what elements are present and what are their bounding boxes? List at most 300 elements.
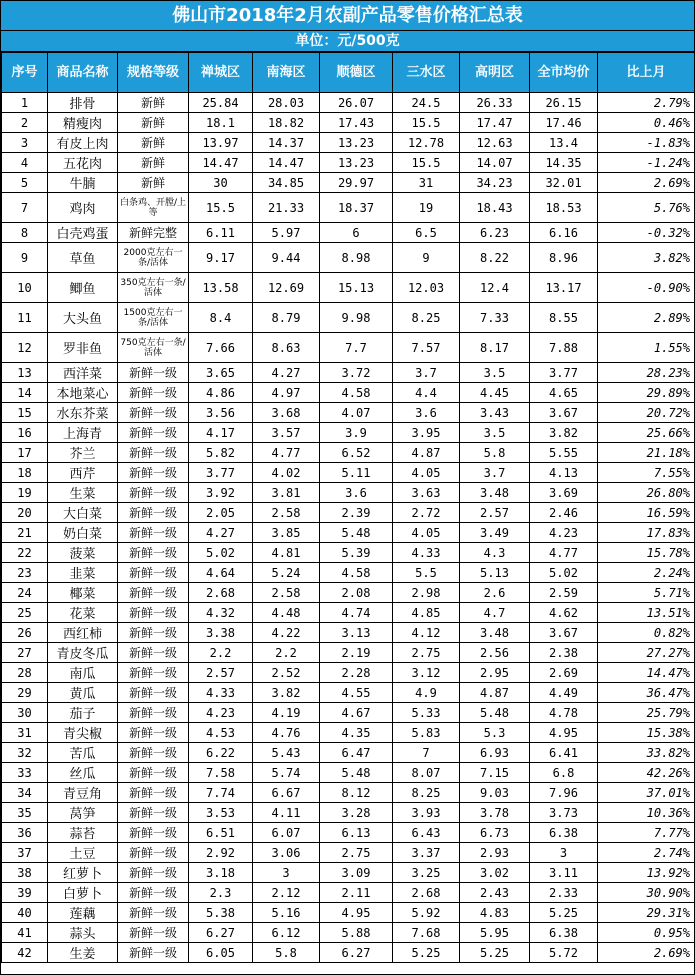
cell-spec: 新鲜一级 bbox=[118, 683, 189, 703]
cell-nanhai: 4.02 bbox=[253, 463, 320, 483]
cell-nanhai: 2.2 bbox=[253, 643, 320, 663]
cell-change: 16.59% bbox=[598, 503, 695, 523]
table-row bbox=[2, 93, 695, 113]
table-row bbox=[2, 683, 695, 703]
table-row bbox=[2, 743, 695, 763]
cell-change: 7.77% bbox=[598, 823, 695, 843]
cell-no: 9 bbox=[2, 243, 48, 273]
table-row bbox=[2, 543, 695, 563]
cell-change: 7.55% bbox=[598, 463, 695, 483]
cell-shunde: 5.48 bbox=[320, 523, 393, 543]
cell-change: 28.23% bbox=[598, 363, 695, 383]
cell-avg: 3.82 bbox=[530, 423, 598, 443]
cell-shunde: 3.13 bbox=[320, 623, 393, 643]
cell-avg: 7.88 bbox=[530, 333, 598, 363]
cell-no: 18 bbox=[2, 463, 48, 483]
table-row bbox=[2, 723, 695, 743]
cell-chancheng: 7.74 bbox=[189, 783, 253, 803]
cell-spec: 新鲜 bbox=[118, 133, 189, 153]
cell-name: 有皮上肉 bbox=[48, 133, 118, 153]
cell-avg: 8.55 bbox=[530, 303, 598, 333]
cell-sanshui: 5.83 bbox=[393, 723, 460, 743]
cell-sanshui: 8.25 bbox=[393, 303, 460, 333]
cell-gaoming: 26.33 bbox=[460, 93, 530, 113]
cell-change: 2.89% bbox=[598, 303, 695, 333]
table-body bbox=[2, 93, 695, 963]
cell-sanshui: 4.85 bbox=[393, 603, 460, 623]
cell-sanshui: 3.95 bbox=[393, 423, 460, 443]
cell-sanshui: 3.25 bbox=[393, 863, 460, 883]
cell-spec: 新鲜一级 bbox=[118, 523, 189, 543]
cell-no: 23 bbox=[2, 563, 48, 583]
cell-name: 牛腩 bbox=[48, 173, 118, 193]
cell-change: 25.66% bbox=[598, 423, 695, 443]
cell-nanhai: 3.57 bbox=[253, 423, 320, 443]
cell-avg: 5.55 bbox=[530, 443, 598, 463]
cell-name: 南瓜 bbox=[48, 663, 118, 683]
cell-change: 10.36% bbox=[598, 803, 695, 823]
cell-nanhai: 18.82 bbox=[253, 113, 320, 133]
cell-gaoming: 9.03 bbox=[460, 783, 530, 803]
cell-name: 韭菜 bbox=[48, 563, 118, 583]
cell-gaoming: 2.43 bbox=[460, 883, 530, 903]
table-row bbox=[2, 303, 695, 333]
cell-spec: 350克左右一条/活体 bbox=[118, 273, 189, 303]
cell-spec: 新鲜一级 bbox=[118, 363, 189, 383]
cell-name: 西洋菜 bbox=[48, 363, 118, 383]
cell-change: 15.78% bbox=[598, 543, 695, 563]
cell-spec: 新鲜一级 bbox=[118, 783, 189, 803]
cell-shunde: 6 bbox=[320, 223, 393, 243]
cell-no: 37 bbox=[2, 843, 48, 863]
cell-nanhai: 4.48 bbox=[253, 603, 320, 623]
cell-shunde: 4.07 bbox=[320, 403, 393, 423]
cell-no: 7 bbox=[2, 193, 48, 223]
cell-nanhai: 2.12 bbox=[253, 883, 320, 903]
cell-shunde: 5.88 bbox=[320, 923, 393, 943]
cell-chancheng: 4.33 bbox=[189, 683, 253, 703]
cell-name: 莴笋 bbox=[48, 803, 118, 823]
cell-nanhai: 4.76 bbox=[253, 723, 320, 743]
cell-sanshui: 8.07 bbox=[393, 763, 460, 783]
cell-spec: 新鲜 bbox=[118, 173, 189, 193]
cell-spec: 新鲜一级 bbox=[118, 943, 189, 963]
cell-gaoming: 5.25 bbox=[460, 943, 530, 963]
cell-no: 33 bbox=[2, 763, 48, 783]
cell-name: 白萝卜 bbox=[48, 883, 118, 903]
cell-chancheng: 18.1 bbox=[189, 113, 253, 133]
cell-avg: 6.38 bbox=[530, 823, 598, 843]
cell-nanhai: 4.27 bbox=[253, 363, 320, 383]
cell-name: 茄子 bbox=[48, 703, 118, 723]
cell-gaoming: 7.33 bbox=[460, 303, 530, 333]
cell-chancheng: 30 bbox=[189, 173, 253, 193]
cell-gaoming: 4.87 bbox=[460, 683, 530, 703]
cell-spec: 新鲜一级 bbox=[118, 663, 189, 683]
cell-no: 13 bbox=[2, 363, 48, 383]
cell-name: 椰菜 bbox=[48, 583, 118, 603]
cell-change: 0.46% bbox=[598, 113, 695, 133]
cell-gaoming: 5.48 bbox=[460, 703, 530, 723]
cell-avg: 6.38 bbox=[530, 923, 598, 943]
cell-no: 19 bbox=[2, 483, 48, 503]
cell-avg: 2.59 bbox=[530, 583, 598, 603]
cell-sanshui: 7 bbox=[393, 743, 460, 763]
cell-change: -0.32% bbox=[598, 223, 695, 243]
cell-no: 14 bbox=[2, 383, 48, 403]
header-avg: 全市均价 bbox=[530, 53, 598, 93]
cell-sanshui: 4.05 bbox=[393, 523, 460, 543]
cell-no: 5 bbox=[2, 173, 48, 193]
cell-sanshui: 3.7 bbox=[393, 363, 460, 383]
cell-shunde: 15.13 bbox=[320, 273, 393, 303]
table-row bbox=[2, 763, 695, 783]
cell-nanhai: 2.58 bbox=[253, 503, 320, 523]
cell-chancheng: 4.32 bbox=[189, 603, 253, 623]
cell-sanshui: 2.68 bbox=[393, 883, 460, 903]
cell-gaoming: 4.7 bbox=[460, 603, 530, 623]
cell-nanhai: 5.74 bbox=[253, 763, 320, 783]
cell-avg: 17.46 bbox=[530, 113, 598, 133]
cell-shunde: 3.9 bbox=[320, 423, 393, 443]
cell-name: 西芹 bbox=[48, 463, 118, 483]
cell-sanshui: 4.12 bbox=[393, 623, 460, 643]
cell-no: 16 bbox=[2, 423, 48, 443]
cell-gaoming: 4.83 bbox=[460, 903, 530, 923]
cell-chancheng: 4.64 bbox=[189, 563, 253, 583]
table-row bbox=[2, 383, 695, 403]
cell-avg: 3.69 bbox=[530, 483, 598, 503]
cell-change: 2.74% bbox=[598, 843, 695, 863]
cell-shunde: 6.27 bbox=[320, 943, 393, 963]
header-change: 比上月 bbox=[598, 53, 695, 93]
cell-chancheng: 15.5 bbox=[189, 193, 253, 223]
cell-shunde: 2.75 bbox=[320, 843, 393, 863]
cell-nanhai: 34.85 bbox=[253, 173, 320, 193]
cell-chancheng: 4.53 bbox=[189, 723, 253, 743]
cell-sanshui: 3.6 bbox=[393, 403, 460, 423]
cell-name: 排骨 bbox=[48, 93, 118, 113]
cell-chancheng: 4.23 bbox=[189, 703, 253, 723]
cell-change: 1.55% bbox=[598, 333, 695, 363]
cell-name: 本地菜心 bbox=[48, 383, 118, 403]
cell-nanhai: 14.37 bbox=[253, 133, 320, 153]
cell-nanhai: 3.82 bbox=[253, 683, 320, 703]
cell-sanshui: 4.4 bbox=[393, 383, 460, 403]
cell-shunde: 2.39 bbox=[320, 503, 393, 523]
cell-name: 菠菜 bbox=[48, 543, 118, 563]
cell-sanshui: 5.92 bbox=[393, 903, 460, 923]
table-row bbox=[2, 803, 695, 823]
cell-shunde: 18.37 bbox=[320, 193, 393, 223]
cell-spec: 新鲜一级 bbox=[118, 883, 189, 903]
cell-spec: 新鲜一级 bbox=[118, 823, 189, 843]
cell-name: 五花肉 bbox=[48, 153, 118, 173]
table-row bbox=[2, 113, 695, 133]
cell-avg: 4.78 bbox=[530, 703, 598, 723]
cell-chancheng: 3.77 bbox=[189, 463, 253, 483]
cell-change: 33.82% bbox=[598, 743, 695, 763]
table-row bbox=[2, 663, 695, 683]
cell-change: 5.76% bbox=[598, 193, 695, 223]
cell-name: 蒜头 bbox=[48, 923, 118, 943]
cell-sanshui: 3.12 bbox=[393, 663, 460, 683]
header-name: 商品名称 bbox=[48, 53, 118, 93]
cell-avg: 5.02 bbox=[530, 563, 598, 583]
cell-no: 21 bbox=[2, 523, 48, 543]
cell-nanhai: 8.63 bbox=[253, 333, 320, 363]
cell-name: 鸡肉 bbox=[48, 193, 118, 223]
cell-shunde: 2.11 bbox=[320, 883, 393, 903]
cell-sanshui: 24.5 bbox=[393, 93, 460, 113]
cell-gaoming: 2.95 bbox=[460, 663, 530, 683]
cell-spec: 新鲜一级 bbox=[118, 483, 189, 503]
cell-sanshui: 9 bbox=[393, 243, 460, 273]
cell-change: 21.18% bbox=[598, 443, 695, 463]
cell-sanshui: 4.05 bbox=[393, 463, 460, 483]
cell-no: 36 bbox=[2, 823, 48, 843]
cell-chancheng: 3.56 bbox=[189, 403, 253, 423]
cell-name: 丝瓜 bbox=[48, 763, 118, 783]
cell-chancheng: 6.05 bbox=[189, 943, 253, 963]
cell-spec: 新鲜一级 bbox=[118, 803, 189, 823]
cell-shunde: 29.97 bbox=[320, 173, 393, 193]
table-row bbox=[2, 823, 695, 843]
cell-no: 40 bbox=[2, 903, 48, 923]
cell-spec: 新鲜一级 bbox=[118, 863, 189, 883]
cell-nanhai: 12.69 bbox=[253, 273, 320, 303]
cell-spec: 新鲜一级 bbox=[118, 723, 189, 743]
cell-gaoming: 18.43 bbox=[460, 193, 530, 223]
cell-avg: 6.8 bbox=[530, 763, 598, 783]
cell-name: 青尖椒 bbox=[48, 723, 118, 743]
cell-spec: 新鲜一级 bbox=[118, 463, 189, 483]
cell-name: 黄瓜 bbox=[48, 683, 118, 703]
cell-no: 32 bbox=[2, 743, 48, 763]
cell-change: 17.83% bbox=[598, 523, 695, 543]
cell-shunde: 9.98 bbox=[320, 303, 393, 333]
cell-spec: 新鲜一级 bbox=[118, 383, 189, 403]
cell-no: 29 bbox=[2, 683, 48, 703]
cell-chancheng: 14.47 bbox=[189, 153, 253, 173]
cell-shunde: 4.67 bbox=[320, 703, 393, 723]
cell-change: 2.79% bbox=[598, 93, 695, 113]
cell-avg: 8.96 bbox=[530, 243, 598, 273]
cell-no: 3 bbox=[2, 133, 48, 153]
cell-gaoming: 3.48 bbox=[460, 483, 530, 503]
cell-nanhai: 6.67 bbox=[253, 783, 320, 803]
cell-no: 42 bbox=[2, 943, 48, 963]
cell-shunde: 4.58 bbox=[320, 383, 393, 403]
cell-name: 西红柿 bbox=[48, 623, 118, 643]
cell-avg: 3.67 bbox=[530, 623, 598, 643]
table-row bbox=[2, 563, 695, 583]
table-row bbox=[2, 173, 695, 193]
table-row bbox=[2, 463, 695, 483]
cell-no: 31 bbox=[2, 723, 48, 743]
cell-chancheng: 3.18 bbox=[189, 863, 253, 883]
cell-name: 水东芥菜 bbox=[48, 403, 118, 423]
cell-nanhai: 21.33 bbox=[253, 193, 320, 223]
cell-gaoming: 4.45 bbox=[460, 383, 530, 403]
cell-chancheng: 5.82 bbox=[189, 443, 253, 463]
cell-avg: 32.01 bbox=[530, 173, 598, 193]
header-chancheng: 禅城区 bbox=[189, 53, 253, 93]
cell-nanhai: 5.24 bbox=[253, 563, 320, 583]
cell-gaoming: 3.5 bbox=[460, 423, 530, 443]
cell-name: 上海青 bbox=[48, 423, 118, 443]
cell-shunde: 2.19 bbox=[320, 643, 393, 663]
cell-avg: 4.62 bbox=[530, 603, 598, 623]
cell-gaoming: 12.4 bbox=[460, 273, 530, 303]
cell-nanhai: 14.47 bbox=[253, 153, 320, 173]
cell-change: 2.69% bbox=[598, 173, 695, 193]
cell-name: 大白菜 bbox=[48, 503, 118, 523]
cell-spec: 新鲜 bbox=[118, 93, 189, 113]
table-row bbox=[2, 703, 695, 723]
cell-avg: 2.33 bbox=[530, 883, 598, 903]
cell-chancheng: 2.3 bbox=[189, 883, 253, 903]
cell-change: 42.26% bbox=[598, 763, 695, 783]
cell-gaoming: 2.57 bbox=[460, 503, 530, 523]
cell-spec: 新鲜一级 bbox=[118, 443, 189, 463]
cell-nanhai: 3 bbox=[253, 863, 320, 883]
cell-avg: 13.4 bbox=[530, 133, 598, 153]
cell-no: 30 bbox=[2, 703, 48, 723]
cell-chancheng: 4.17 bbox=[189, 423, 253, 443]
cell-chancheng: 2.92 bbox=[189, 843, 253, 863]
table-row bbox=[2, 783, 695, 803]
cell-shunde: 5.11 bbox=[320, 463, 393, 483]
cell-sanshui: 6.5 bbox=[393, 223, 460, 243]
cell-no: 41 bbox=[2, 923, 48, 943]
cell-chancheng: 3.53 bbox=[189, 803, 253, 823]
cell-spec: 新鲜一级 bbox=[118, 843, 189, 863]
cell-shunde: 6.47 bbox=[320, 743, 393, 763]
cell-shunde: 2.08 bbox=[320, 583, 393, 603]
cell-change: 3.82% bbox=[598, 243, 695, 273]
cell-nanhai: 3.85 bbox=[253, 523, 320, 543]
cell-shunde: 13.23 bbox=[320, 153, 393, 173]
header-gaoming: 高明区 bbox=[460, 53, 530, 93]
cell-nanhai: 2.52 bbox=[253, 663, 320, 683]
cell-spec: 1500克左右一条/活体 bbox=[118, 303, 189, 333]
cell-chancheng: 4.27 bbox=[189, 523, 253, 543]
cell-nanhai: 4.81 bbox=[253, 543, 320, 563]
cell-no: 17 bbox=[2, 443, 48, 463]
cell-no: 26 bbox=[2, 623, 48, 643]
cell-gaoming: 8.17 bbox=[460, 333, 530, 363]
cell-gaoming: 3.5 bbox=[460, 363, 530, 383]
cell-name: 花菜 bbox=[48, 603, 118, 623]
cell-shunde: 8.12 bbox=[320, 783, 393, 803]
cell-avg: 4.65 bbox=[530, 383, 598, 403]
cell-spec: 新鲜一级 bbox=[118, 563, 189, 583]
cell-sanshui: 19 bbox=[393, 193, 460, 223]
cell-name: 罗非鱼 bbox=[48, 333, 118, 363]
cell-change: 13.92% bbox=[598, 863, 695, 883]
cell-spec: 新鲜一级 bbox=[118, 743, 189, 763]
cell-spec: 新鲜一级 bbox=[118, 403, 189, 423]
cell-spec: 新鲜一级 bbox=[118, 763, 189, 783]
cell-sanshui: 2.72 bbox=[393, 503, 460, 523]
table-row bbox=[2, 403, 695, 423]
cell-spec: 新鲜一级 bbox=[118, 603, 189, 623]
cell-change: 0.82% bbox=[598, 623, 695, 643]
cell-sanshui: 4.33 bbox=[393, 543, 460, 563]
cell-name: 鲫鱼 bbox=[48, 273, 118, 303]
table-row bbox=[2, 443, 695, 463]
cell-gaoming: 34.23 bbox=[460, 173, 530, 193]
cell-avg: 26.15 bbox=[530, 93, 598, 113]
cell-name: 芥兰 bbox=[48, 443, 118, 463]
cell-name: 生姜 bbox=[48, 943, 118, 963]
cell-gaoming: 4.3 bbox=[460, 543, 530, 563]
cell-avg: 3.11 bbox=[530, 863, 598, 883]
cell-name: 蒜苔 bbox=[48, 823, 118, 843]
cell-avg: 5.72 bbox=[530, 943, 598, 963]
price-table bbox=[1, 52, 695, 963]
cell-no: 1 bbox=[2, 93, 48, 113]
cell-nanhai: 5.97 bbox=[253, 223, 320, 243]
cell-chancheng: 8.4 bbox=[189, 303, 253, 333]
table-row bbox=[2, 273, 695, 303]
cell-change: 29.89% bbox=[598, 383, 695, 403]
cell-change: 37.01% bbox=[598, 783, 695, 803]
cell-shunde: 17.43 bbox=[320, 113, 393, 133]
cell-gaoming: 3.7 bbox=[460, 463, 530, 483]
cell-shunde: 2.28 bbox=[320, 663, 393, 683]
cell-gaoming: 6.73 bbox=[460, 823, 530, 843]
cell-change: 13.51% bbox=[598, 603, 695, 623]
cell-shunde: 5.48 bbox=[320, 763, 393, 783]
cell-sanshui: 6.43 bbox=[393, 823, 460, 843]
cell-avg: 14.35 bbox=[530, 153, 598, 173]
cell-sanshui: 3.63 bbox=[393, 483, 460, 503]
cell-gaoming: 3.78 bbox=[460, 803, 530, 823]
table-row bbox=[2, 363, 695, 383]
cell-sanshui: 4.87 bbox=[393, 443, 460, 463]
cell-change: 29.31% bbox=[598, 903, 695, 923]
table-row bbox=[2, 423, 695, 443]
header-spec: 规格等级 bbox=[118, 53, 189, 93]
cell-shunde: 7.7 bbox=[320, 333, 393, 363]
cell-spec: 新鲜一级 bbox=[118, 423, 189, 443]
cell-gaoming: 3.43 bbox=[460, 403, 530, 423]
table-row bbox=[2, 193, 695, 223]
cell-gaoming: 14.07 bbox=[460, 153, 530, 173]
cell-avg: 3.77 bbox=[530, 363, 598, 383]
cell-gaoming: 17.47 bbox=[460, 113, 530, 133]
cell-sanshui: 2.98 bbox=[393, 583, 460, 603]
cell-shunde: 8.98 bbox=[320, 243, 393, 273]
cell-avg: 6.16 bbox=[530, 223, 598, 243]
cell-sanshui: 7.68 bbox=[393, 923, 460, 943]
cell-shunde: 3.72 bbox=[320, 363, 393, 383]
cell-name: 苦瓜 bbox=[48, 743, 118, 763]
cell-sanshui: 3.93 bbox=[393, 803, 460, 823]
cell-chancheng: 2.05 bbox=[189, 503, 253, 523]
cell-no: 22 bbox=[2, 543, 48, 563]
cell-avg: 2.38 bbox=[530, 643, 598, 663]
cell-sanshui: 5.25 bbox=[393, 943, 460, 963]
cell-no: 35 bbox=[2, 803, 48, 823]
cell-no: 34 bbox=[2, 783, 48, 803]
cell-gaoming: 2.56 bbox=[460, 643, 530, 663]
cell-avg: 4.23 bbox=[530, 523, 598, 543]
cell-no: 15 bbox=[2, 403, 48, 423]
cell-chancheng: 6.27 bbox=[189, 923, 253, 943]
